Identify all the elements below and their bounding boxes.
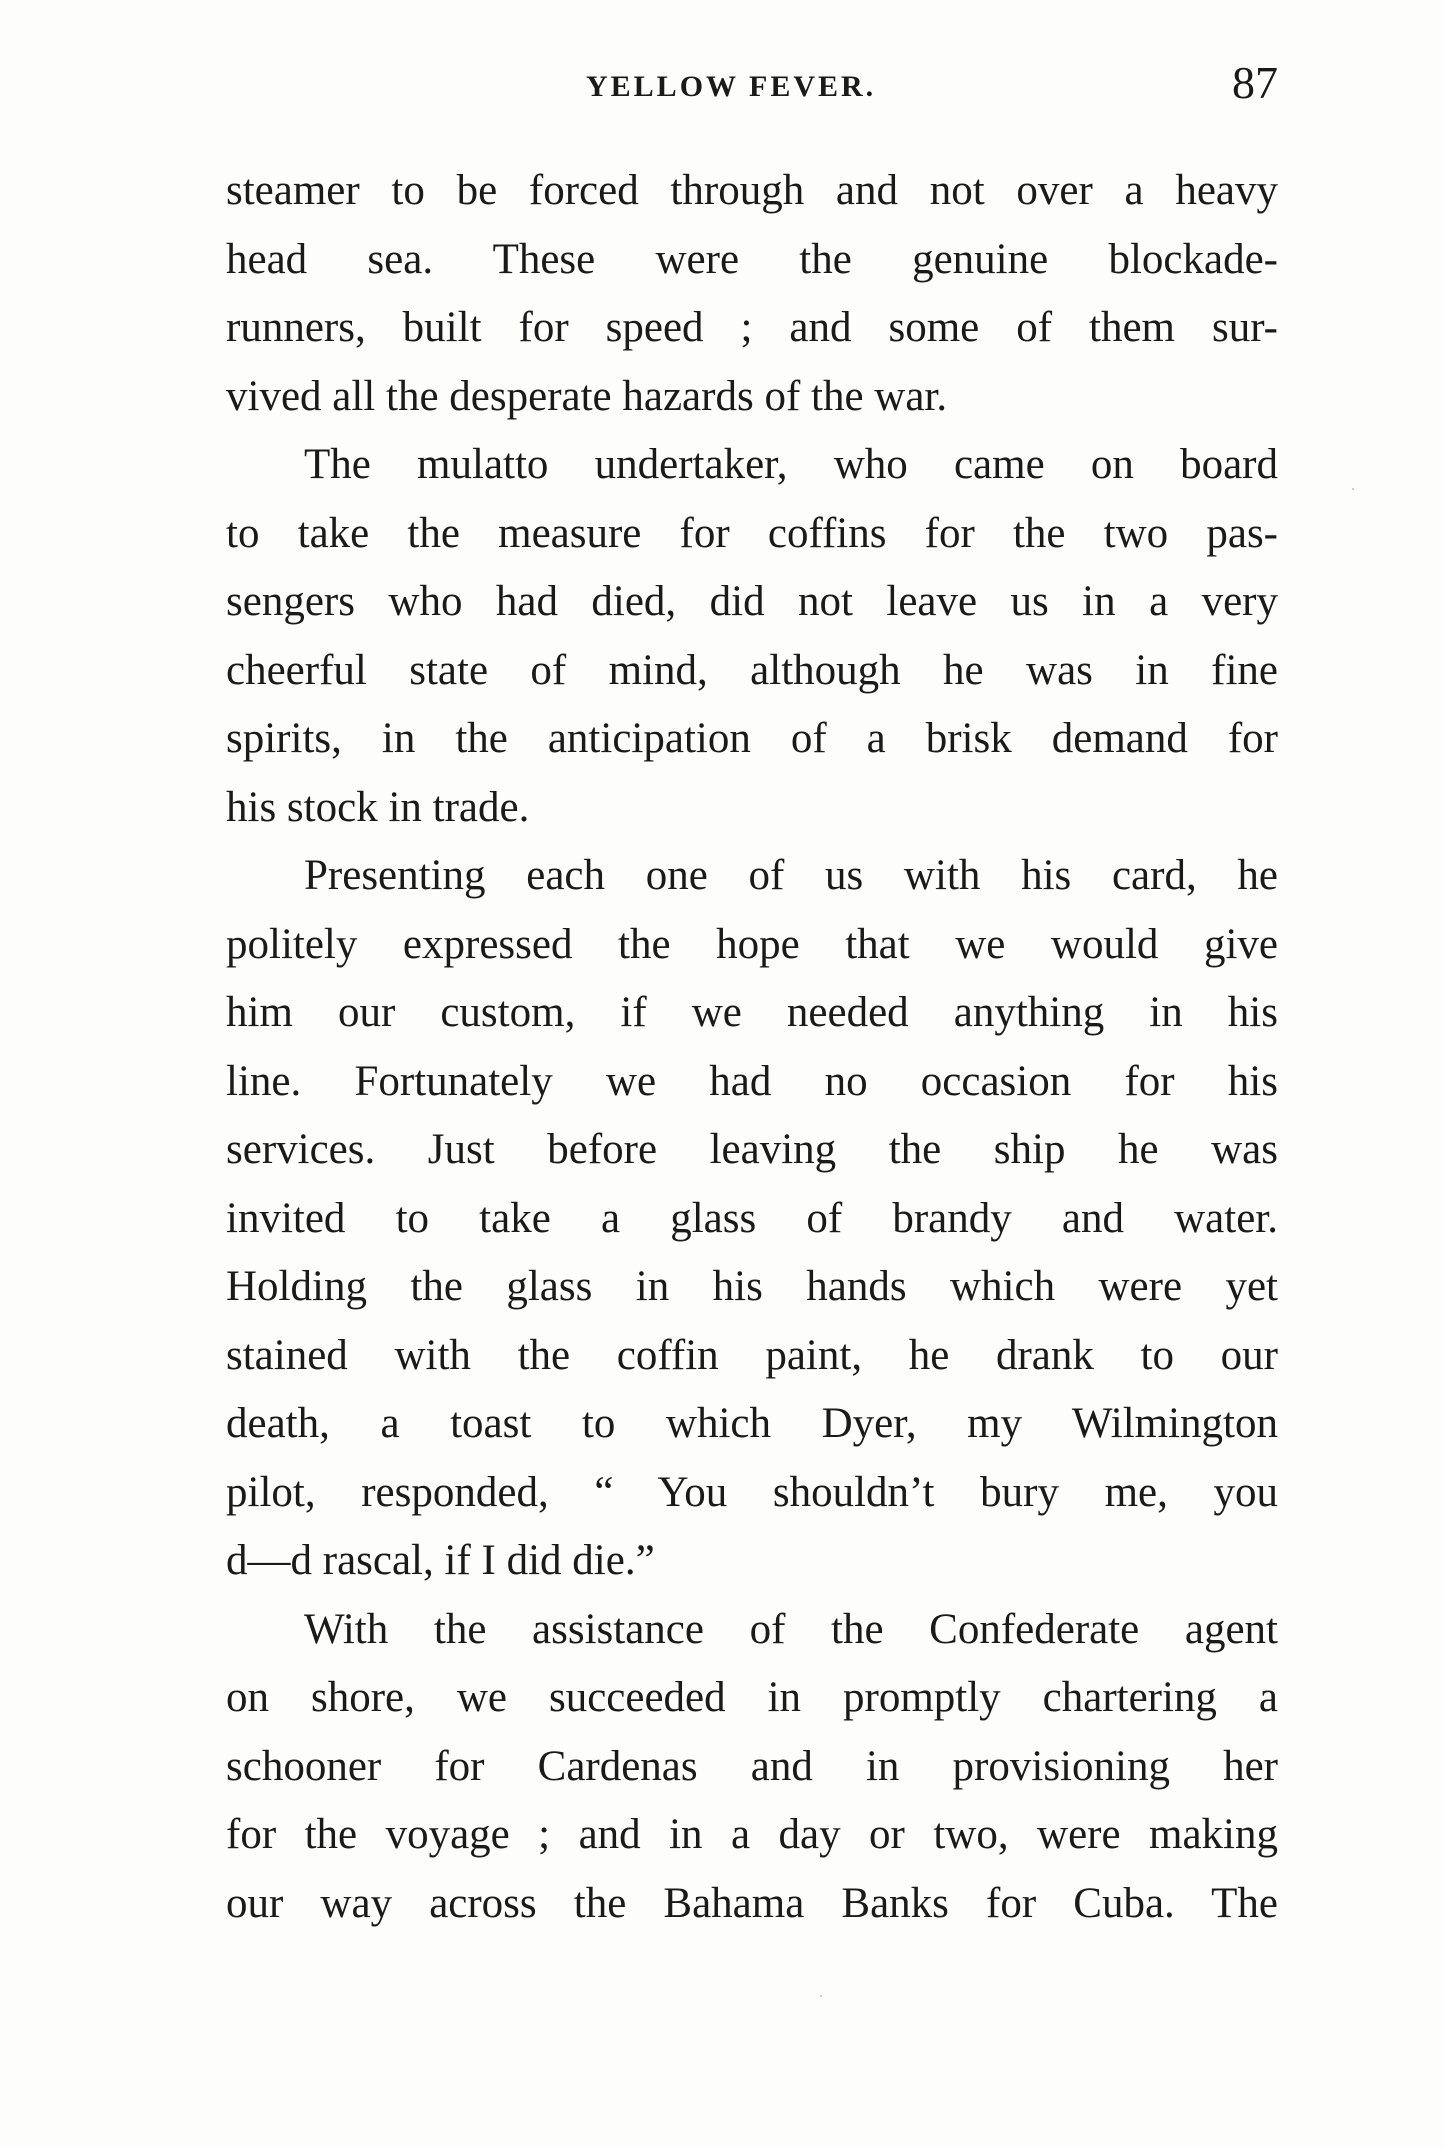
paper-speck: [820, 1995, 822, 1997]
text-line: his stock in trade.: [226, 783, 530, 831]
text-line: him our custom, if we needed anything in his: [226, 989, 1278, 1036]
text-line: death, a toast to which Dyer, my Wilmington: [226, 1400, 1278, 1447]
text-line: our way across the Bahama Banks for Cuba. The: [226, 1879, 1278, 1927]
text-line: schooner for Cardenas and in provisioning her: [226, 1742, 1278, 1790]
text-line: vived all the desperate hazards of the war.: [226, 372, 948, 420]
paper-speck: [1352, 488, 1354, 490]
text-line: With the assistance of the Confederate agent: [304, 1605, 1278, 1653]
running-head: [226, 56, 1278, 116]
text-line: stained with the coffin paint, he drank to our: [226, 1331, 1278, 1379]
text-line: pilot, responded, “ You shouldn’t bury me, you: [226, 1468, 1278, 1516]
text-line: sengers who had died, did not leave us in a very: [226, 578, 1278, 625]
text-line: for the voyage ; and in a day or two, were making: [226, 1811, 1278, 1858]
text-line: head sea. These were the genuine blockade-: [226, 235, 1278, 283]
page-number: 87: [1232, 57, 1278, 108]
text-line: line. Fortunately we had no occasion for his: [226, 1057, 1278, 1105]
text-line: invited to take a glass of brandy and water.: [226, 1194, 1278, 1242]
text-line: Presenting each one of us with his card, he: [304, 852, 1278, 899]
text-line: The mulatto undertaker, who came on board: [304, 441, 1278, 488]
text-line: to take the measure for coffins for the two pas-: [226, 509, 1278, 557]
text-line: spirits, in the anticipation of a brisk demand for: [226, 715, 1278, 762]
text-line: steamer to be forced through and not over a heavy: [226, 167, 1278, 214]
text-line: d—d rascal, if I did die.”: [226, 1537, 655, 1584]
text-line: cheerful state of mind, although he was in fine: [226, 646, 1278, 694]
text-line: runners, built for speed ; and some of them sur-: [226, 304, 1278, 351]
text-line: Holding the glass in his hands which were yet: [226, 1263, 1278, 1310]
text-line: politely expressed the hope that we would give: [226, 920, 1278, 968]
text-line: on shore, we succeeded in promptly chartering a: [226, 1674, 1278, 1721]
text-line: services. Just before leaving the ship he was: [226, 1126, 1278, 1173]
body-text: [226, 157, 1278, 1938]
running-title: YELLOW FEVER.: [586, 70, 877, 103]
